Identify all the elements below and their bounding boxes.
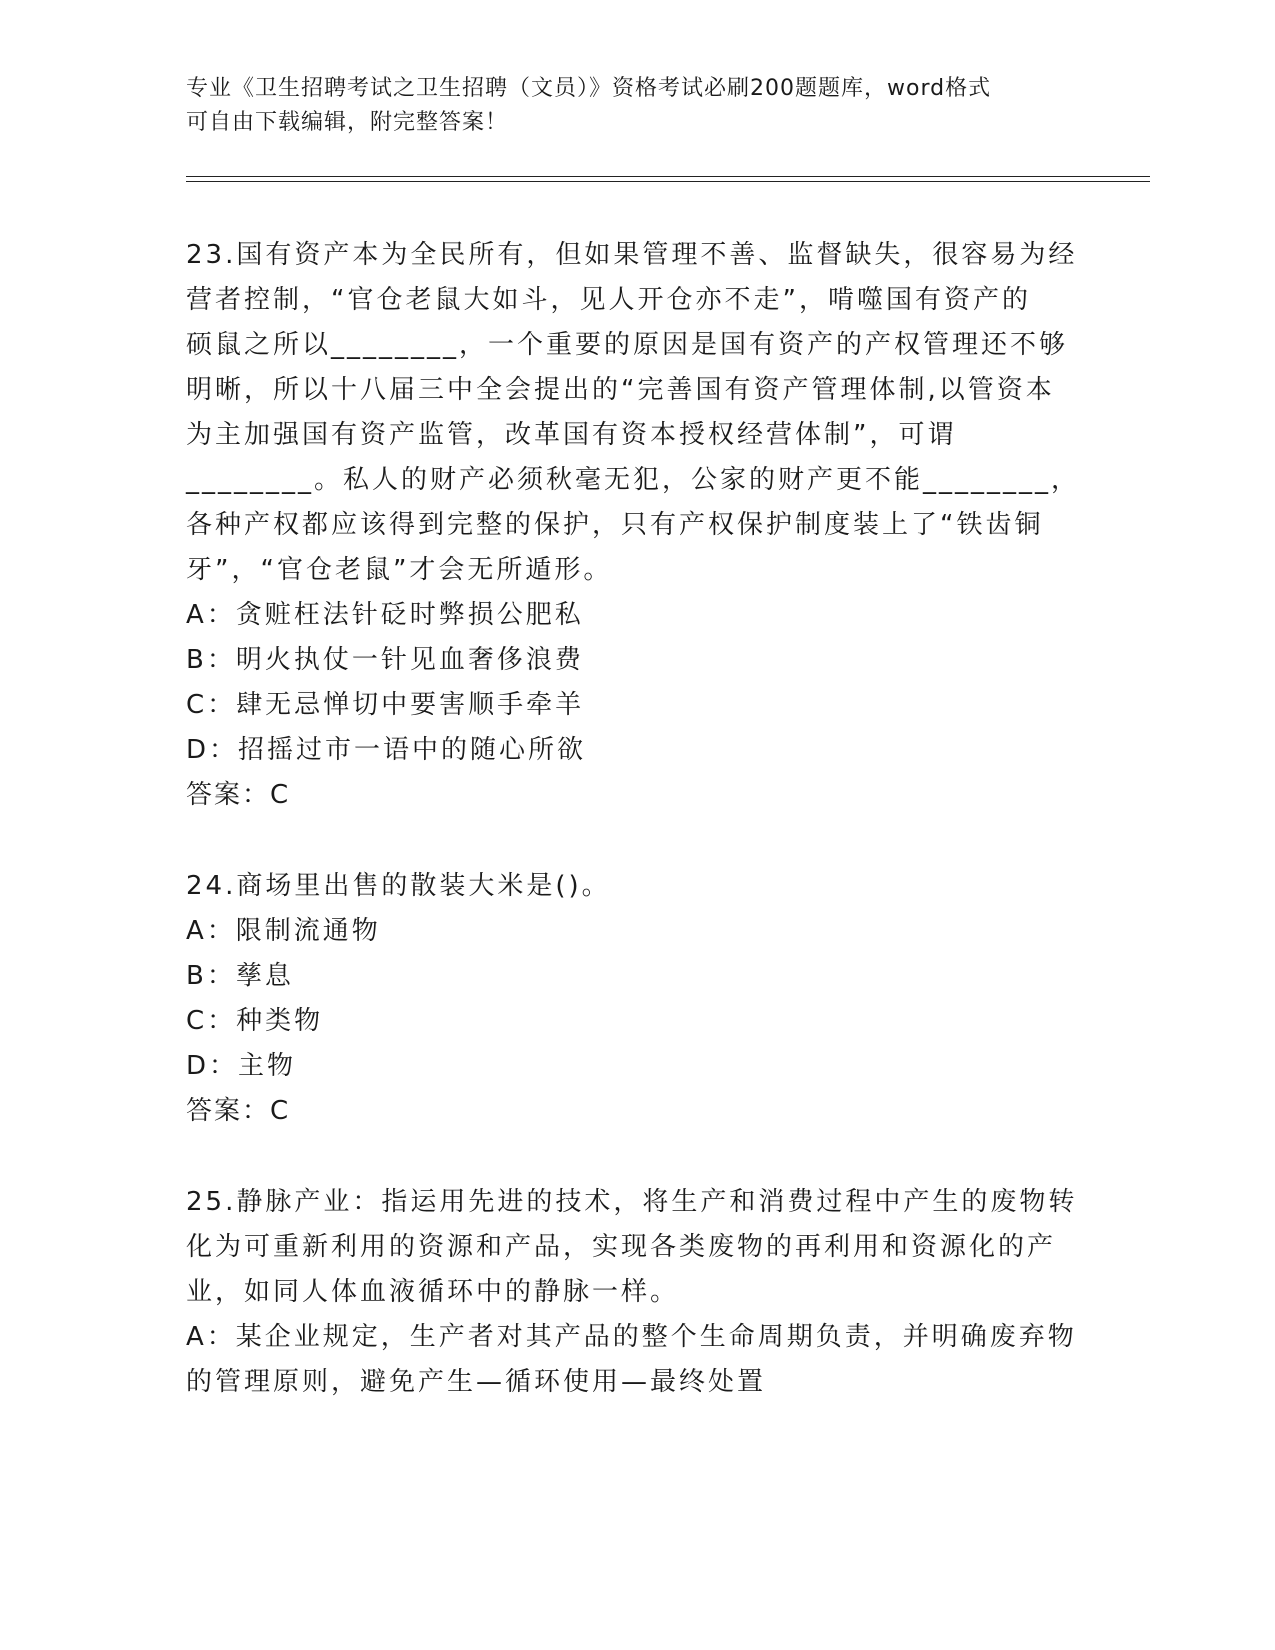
question-stem-line: 24.商场里出售的散装大米是()。 xyxy=(186,871,611,901)
question-spacer xyxy=(186,818,1086,864)
option-b: B：明火执仗一针见血奢侈浪费 xyxy=(186,645,584,675)
option-c: C：种类物 xyxy=(186,1006,324,1036)
question-stem-line: 营者控制，“官仓老鼠大如斗，见人开仓亦不走”，啃噬国有资产的 xyxy=(186,285,1031,315)
answer-label: 答案：C xyxy=(186,1096,291,1126)
question-spacer xyxy=(186,1134,1086,1180)
question-stem-line: 各种产权都应该得到完整的保护，只有产权保护制度装上了“铁齿铜 xyxy=(186,510,1044,540)
answer-label: 答案：C xyxy=(186,780,291,810)
header-line-1: 专业《卫生招聘考试之卫生招聘（文员）》资格考试必刷200题题库，word格式 xyxy=(186,76,992,101)
option-a: A：某企业规定，生产者对其产品的整个生命周期负责，并明确废弃物 xyxy=(186,1322,1077,1352)
header-divider-bottom xyxy=(186,181,1150,182)
option-a: A：限制流通物 xyxy=(186,916,381,946)
question-stem-line: 业，如同人体血液循环中的静脉一样。 xyxy=(186,1277,680,1307)
question-stem-line: ________。私人的财产必须秋毫无犯，公家的财产更不能________， xyxy=(186,465,1081,495)
header-divider-top xyxy=(186,176,1150,177)
question-stem-line: 硕鼠之所以________，一个重要的原因是国有资产的产权管理还不够 xyxy=(186,330,1069,360)
document-header xyxy=(186,72,1066,140)
question-list xyxy=(186,233,1086,1405)
option-d: D：主物 xyxy=(186,1051,297,1081)
question-stem-line: 明晰，所以十八届三中全会提出的“完善国有资产管理体制,以管资本 xyxy=(186,375,1055,405)
header-line-2: 可自由下载编辑，附完整答案！ xyxy=(186,110,509,135)
question-stem-line: 为主加强国有资产监管，改革国有资本授权经营体制”，可谓 xyxy=(186,420,957,450)
option-a-continued: 的管理原则，避免产生—循环使用—最终处置 xyxy=(186,1367,767,1397)
question-stem-line: 25.静脉产业：指运用先进的技术，将生产和消费过程中产生的废物转 xyxy=(186,1187,1078,1217)
option-b: B：孳息 xyxy=(186,961,294,991)
option-a: A：贪赃枉法针砭时弊损公肥私 xyxy=(186,600,584,630)
question-25 xyxy=(186,1180,1086,1405)
question-stem-line: 化为可重新利用的资源和产品，实现各类废物的再利用和资源化的产 xyxy=(186,1232,1057,1262)
option-c: C：肆无忌惮切中要害顺手牵羊 xyxy=(186,690,585,720)
question-stem-line: 牙”，“官仓老鼠”才会无所遁形。 xyxy=(186,555,613,585)
question-24 xyxy=(186,864,1086,1134)
option-d: D：招摇过市一语中的随心所欲 xyxy=(186,735,587,765)
question-23 xyxy=(186,233,1086,818)
question-stem-line: 23.国有资产本为全民所有，但如果管理不善、监督缺失，很容易为经 xyxy=(186,240,1078,270)
